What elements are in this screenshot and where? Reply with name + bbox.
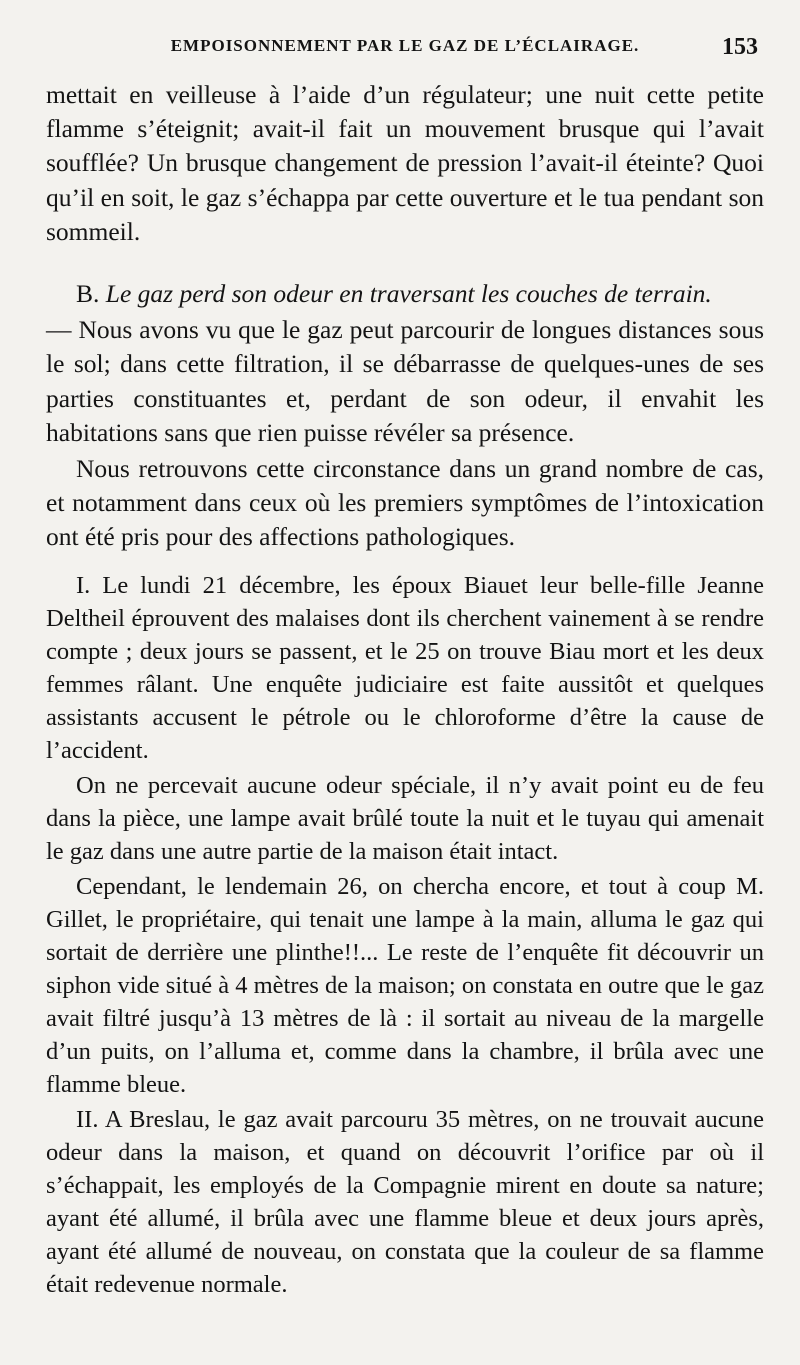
- paragraph-circumstance: Nous retrouvons cette circonstance dans un grand nombre de cas, et notamment dans ceux où les premiers symptômes de l’intoxication ont été pris pour des affections pathologiques.: [46, 454, 764, 552]
- paragraph-odor-absent: On ne percevait aucune odeur spéciale, il n’y avait point eu de feu dans la pièce, une lampe avait brûlé toute la nuit et le tuyau qui amenait le gaz dans une autre partie de la maison était intact.: [46, 771, 764, 865]
- section-title: Le gaz perd son odeur en traversant les couches de terrain.: [105, 279, 712, 309]
- paragraph-odor-loss: — Nous avons vu que le gaz peut parcourir de longues distances sous le sol; dans cette filtration, il se débarrasse de quelques-unes de ses parties constituantes et, perdant de son odeur, il envahit les habitations sans que rien puisse révéler sa présence.: [46, 315, 764, 447]
- section-heading: [46, 277, 764, 311]
- paragraph-case-one: I. Le lundi 21 décembre, les époux Biauet leur belle-fille Jeanne Deltheil éprouvent des malaises dont ils cherchent vainement à se rendre compte ; deux jours se passent, et le 25 on trouve Biau mort et les deux femmes râlant. Une enquête judiciaire est faite aussitôt et quelques assistants accusent le pétrole ou le chloroforme d’être la cause de l’accident.: [46, 571, 764, 764]
- paragraph-case-two: II. A Breslau, le gaz avait parcouru 35 mètres, on ne trouvait aucune odeur dans la maison, et quand on découvrit l’orifice par où il s’échappait, les employés de la Compagnie mirent en doute sa nature; ayant été allumé, il brûla avec une flamme bleue et deux jours après, ayant été allumé de nouveau, on constata que la couleur de sa flamme était redevenue normale.: [46, 1105, 764, 1298]
- case-spacer: [46, 555, 764, 569]
- section-letter: B.: [76, 279, 100, 309]
- page-number: 153: [722, 34, 758, 60]
- running-header: [46, 34, 764, 78]
- running-title: EMPOISONNEMENT PAR LE GAZ DE L’ÉCLAIRAGE.: [170, 36, 640, 55]
- section-spacer: [46, 249, 764, 277]
- page-body: [46, 78, 764, 1301]
- paragraph-continuation: mettait en veilleuse à l’aide d’un régulateur; une nuit cette petite flamme s’éteignit; avait-il fait un mouvement brusque qui l’avait soufflée? Un brusque changement de pression l’avait-il éteinte? Quoi qu’il en soit, le gaz s’échappa par cette ouverture et le tua pendant son sommeil.: [46, 80, 764, 246]
- paragraph-investigation: Cependant, le lendemain 26, on chercha encore, et tout à coup M. Gillet, le propriétaire, qui tenait une lampe à la main, alluma le gaz qui sortait de derrière une plinthe!!... Le reste de l’enquête fit découvrir un siphon vide situé à 4 mètres de la maison; on constata en outre que le gaz avait filtré jusqu’à 13 mètres de là : il sortait au niveau de la margelle d’un puits, on l’alluma et, comme dans la chambre, il brûla avec une flamme bleue.: [46, 872, 764, 1098]
